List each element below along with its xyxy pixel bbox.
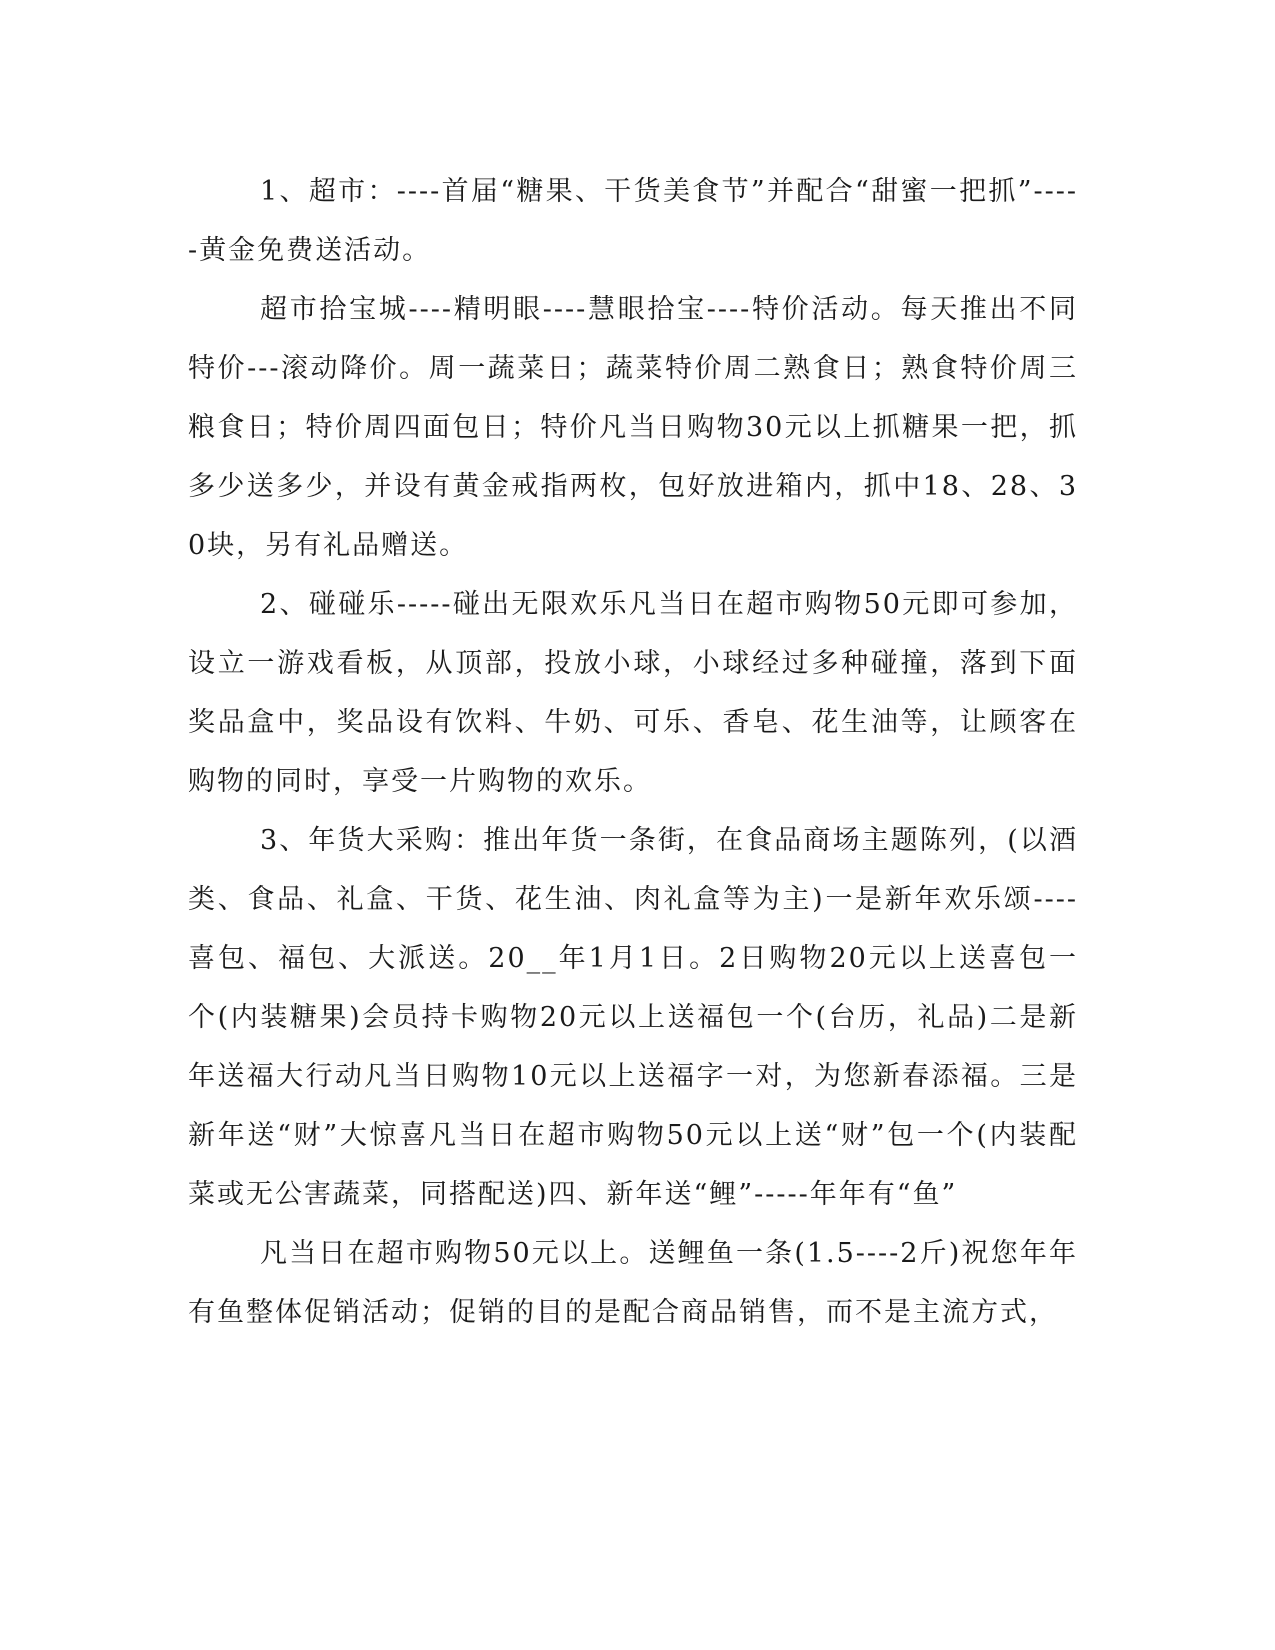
paragraph-bump-game: 2、碰碰乐-----碰出无限欢乐凡当日在超市购物50元即可参加，设立一游戏看板，从顶部，投放小球，小球经过多种碰撞，落到下面奖品盒中，奖品设有饮料、牛奶、可乐、香皂、花生油等，让顾客在购物的同时，享受一片购物的欢乐。	[188, 589, 1078, 797]
paragraph-carp-gift: 凡当日在超市购物50元以上。送鲤鱼一条(1.5----2斤)祝您年年有鱼整体促销活动；促销的目的是配合商品销售，而不是主流方式，	[188, 1238, 1078, 1328]
paragraph-new-year-shopping: 3、年货大采购：推出年货一条街，在食品商场主题陈列，(以酒类、食品、礼盒、干货、花生油、肉礼盒等为主)一是新年欢乐颂----喜包、福包、大派送。20__年1月1日。2日购物20元以上送喜包一个(内装糖果)会员持卡购物20元以上送福包一个(台历，礼品)二是新年送福大行动凡当日购物10元以上送福字一对，为您新春添福。三是新年送“财”大惊喜凡当日在超市购物50元以上送“财”包一个(内装配菜或无公害蔬菜，同搭配送)四、新年送“鲤”-----年年有“鱼”	[188, 825, 1078, 1210]
document-body	[188, 162, 1078, 1342]
paragraph-treasure-city-specials: 超市拾宝城----精明眼----慧眼拾宝----特价活动。每天推出不同特价---滚动降价。周一蔬菜日；蔬菜特价周二熟食日；熟食特价周三粮食日；特价周四面包日；特价凡当日购物30元以上抓糖果一把，抓多少送多少，并设有黄金戒指两枚，包好放进箱内，抓中18、28、30块，另有礼品赠送。	[188, 294, 1078, 561]
paragraph-supermarket-candy-festival: 1、超市：----首届“糖果、干货美食节”并配合“甜蜜一把抓”-----黄金免费送活动。	[188, 176, 1078, 266]
